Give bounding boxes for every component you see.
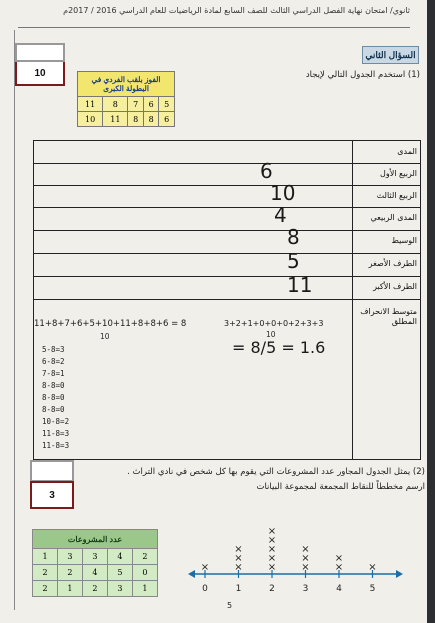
table-row xyxy=(33,549,158,565)
axis-tick-label: 0 xyxy=(202,584,208,594)
dot-mark: × xyxy=(301,562,310,573)
dot-plot xyxy=(188,522,403,600)
row-divider xyxy=(34,299,420,300)
table-cell: 6 xyxy=(159,112,175,127)
row-divider xyxy=(34,185,420,186)
work-line: 8-8=0 xyxy=(42,405,65,414)
table-cell: 2 xyxy=(33,581,58,597)
table-cell: 6 xyxy=(143,97,158,112)
q2-score-top-box xyxy=(30,460,74,482)
table-cell: 3 xyxy=(107,581,132,597)
answer-q1: 6 xyxy=(260,159,273,183)
dot-mark: × xyxy=(234,562,243,573)
q2-prompt-line1 xyxy=(80,467,425,477)
section-title: السؤال الثاني xyxy=(362,46,419,64)
label-column-divider xyxy=(352,141,353,459)
answer-table xyxy=(33,140,421,460)
dot-mark: × xyxy=(267,553,277,564)
page-number: 5 xyxy=(227,601,233,610)
table-row xyxy=(78,112,175,127)
answer-q3: 10 xyxy=(270,181,296,205)
table-cell: 1 xyxy=(57,581,82,597)
mad-result: = 8/5 = 1.6 xyxy=(232,338,326,357)
work-line: 8-8=0 xyxy=(42,381,65,390)
table-cell: 1 xyxy=(132,581,157,597)
q1-number: (1) xyxy=(407,70,420,80)
dot-mark: × xyxy=(267,526,277,537)
q1-prompt xyxy=(230,70,420,80)
table-cell: 2 xyxy=(82,581,107,597)
table-cell: 5 xyxy=(107,565,132,581)
projects-table xyxy=(32,529,158,597)
table-cell: 0 xyxy=(132,565,157,581)
mad-work-divisor: 10 xyxy=(266,330,276,339)
projects-table-title: عدد المشروعات xyxy=(33,530,158,549)
work-line: 6-8=2 xyxy=(42,357,65,366)
work-line: 7-8=1 xyxy=(42,369,65,378)
row-label: الطرف الأصغر xyxy=(368,259,417,268)
dot-mark: × xyxy=(368,562,377,573)
row-divider xyxy=(34,163,420,164)
table-cell: 5 xyxy=(159,97,175,112)
axis-tick-label: 4 xyxy=(336,584,342,594)
dot-mark: × xyxy=(334,553,344,564)
mean-work-divisor: 10 xyxy=(100,332,110,341)
mad-work-deviations: 3+2+1+0+0+0+2+3+3 xyxy=(224,319,324,328)
q2-line2: ارسم مخططاً للنقاط المجمعة لمجموعة البيانات xyxy=(256,482,425,492)
table-row xyxy=(33,565,158,581)
table-cell: 8 xyxy=(143,112,158,127)
answer-min: 5 xyxy=(287,249,300,273)
tournament-table xyxy=(77,71,175,127)
row-label: المدى الربيعي xyxy=(370,213,417,222)
dot-mark: × xyxy=(301,544,310,555)
work-line: 11-8=3 xyxy=(42,441,70,450)
work-line: 8-8=0 xyxy=(42,393,65,402)
dot-mark: × xyxy=(234,553,243,564)
table-cell: 4 xyxy=(82,565,107,581)
dot-mark: × xyxy=(267,544,277,555)
table-cell: 2 xyxy=(57,565,82,581)
row-label: الربيع الثالث xyxy=(376,191,417,200)
axis-tick-label: 3 xyxy=(302,584,309,594)
binder-edge xyxy=(427,0,435,623)
table-cell: 1 xyxy=(33,549,58,565)
dot-mark: × xyxy=(234,544,243,555)
tournament-table-title: الفوز بلقب الفردي في البطولة الكبرى xyxy=(78,72,175,97)
answer-median: 8 xyxy=(287,225,300,249)
q1-score-box xyxy=(15,60,65,86)
row-divider xyxy=(34,253,420,254)
axis-tick-label: 2 xyxy=(269,584,275,594)
dot-mark: × xyxy=(267,562,277,573)
answer-max: 11 xyxy=(287,273,313,297)
table-cell: 2 xyxy=(33,565,58,581)
dot-mark: × xyxy=(200,562,210,573)
q2-score-box xyxy=(30,481,74,509)
axis-tick-label: 1 xyxy=(235,584,242,594)
table-cell: 4 xyxy=(107,549,132,565)
q2-line1: يمثل الجدول المجاور عدد المشروعات التي يقوم بها كل شخص في نادي التراث . xyxy=(127,467,411,477)
table-cell: 8 xyxy=(128,112,143,127)
table-cell: 7 xyxy=(128,97,143,112)
row-label: الطرف الأكبر xyxy=(373,282,417,291)
row-label: الربيع الأول xyxy=(380,169,417,178)
work-line: 5-8=3 xyxy=(42,345,65,354)
row-divider xyxy=(34,230,420,231)
q1-score-top-box xyxy=(15,43,65,62)
work-line: 10-8=2 xyxy=(42,417,70,426)
table-cell: 3 xyxy=(57,549,82,565)
dot-mark: × xyxy=(267,535,277,546)
row-divider xyxy=(34,207,420,208)
table-cell: 11 xyxy=(103,112,128,127)
table-cell: 8 xyxy=(103,97,128,112)
row-divider xyxy=(34,276,420,277)
row-label: المدى xyxy=(397,147,417,156)
arrow-right-icon xyxy=(396,570,403,578)
left-margin-line xyxy=(14,30,15,610)
table-row xyxy=(33,581,158,597)
q1-text: استخدم الجدول التالي لإيجاد xyxy=(305,70,406,80)
table-cell: 3 xyxy=(82,549,107,565)
arrow-left-icon xyxy=(188,570,195,578)
answer-iqr: 4 xyxy=(274,203,287,227)
dot-mark: × xyxy=(334,562,344,573)
table-cell: 11 xyxy=(78,97,103,112)
row-label: متوسط الانحراف المطلق xyxy=(360,307,417,326)
axis-tick-label: 5 xyxy=(369,584,376,594)
mean-work-sum: 11+8+7+6+5+10+11+8+8+6 = 8 xyxy=(34,319,187,329)
header-divider xyxy=(18,27,410,28)
row-label: الوسيط xyxy=(391,236,417,245)
q2-number: (2) xyxy=(412,467,425,477)
q1-score: 10 xyxy=(34,67,46,79)
q2-score: 3 xyxy=(49,489,55,501)
page-header: ثانوي/ امتحان نهاية الفصل الدراسي الثالث للصف السابع لمادة الرياضيات للعام الدراسي 2016 / 2017م xyxy=(63,6,410,15)
dot-mark: × xyxy=(301,553,310,564)
table-row xyxy=(78,97,175,112)
work-line: 11-8=3 xyxy=(42,429,70,438)
table-cell: 10 xyxy=(78,112,103,127)
table-cell: 2 xyxy=(132,549,157,565)
